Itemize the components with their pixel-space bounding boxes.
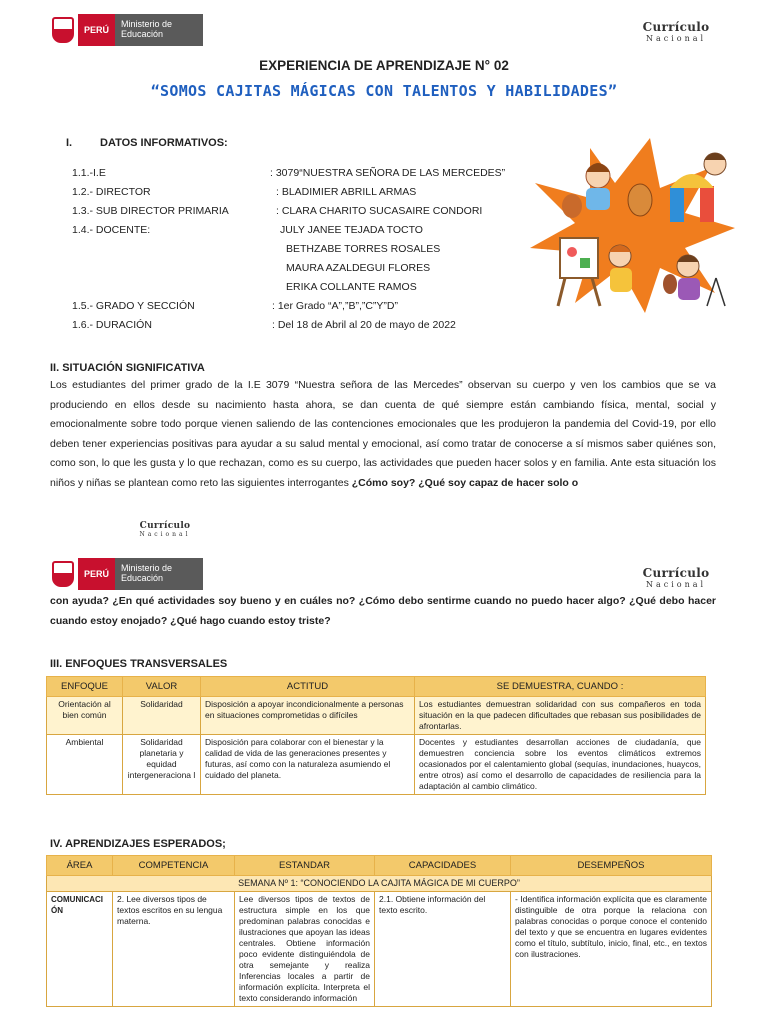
info-row [72, 296, 542, 315]
page-subtitle: “SOMOS CAJITAS MÁGICAS CON TALENTOS Y HABILIDADES” [150, 82, 618, 100]
peru-label: PERÚ [78, 14, 115, 46]
table-cell: Disposición a apoyar incondicionalmente a personas en situaciones comprometidas o difíciles [201, 697, 415, 735]
estandar-cell: Lee diversos tipos de textos de estructura simple en los que predominan palabras conocidas e ilustraciones que apoyan las ideas centrales. Obtiene información poco evidente distinguiéndola de otra semejante y realiza Inferencias locales a partir de información explícita. Interpreta el texto considerando información [235, 892, 375, 1007]
table-cell: Solidaridad [123, 697, 201, 735]
info-row [72, 220, 542, 239]
curriculo-word: Currículo [642, 20, 710, 34]
page-title: EXPERIENCIA DE APRENDIZAJE N° 02 [259, 58, 509, 73]
minedu-logo [48, 14, 203, 46]
week-row [47, 876, 712, 892]
column-header: VALOR [123, 677, 201, 697]
info-row [72, 258, 542, 277]
column-header: SE DEMUESTRA, CUANDO : [415, 677, 706, 697]
info-label: 1.2.- DIRECTOR [72, 185, 151, 198]
table-row [47, 697, 706, 735]
nacional-word: Nacional [139, 531, 191, 538]
section4-title: IV. APRENDIZAJES ESPERADOS; [50, 838, 226, 850]
table-header-row [47, 856, 712, 876]
table-row [47, 735, 706, 795]
info-label: 1.3.- SUB DIRECTOR PRIMARIA [72, 204, 229, 217]
info-row [72, 277, 542, 296]
ministry-label: Ministerio de Educación [115, 558, 203, 590]
column-header: CAPACIDADES [375, 856, 511, 876]
section1-number: I. [66, 137, 73, 149]
section2-title: II. SITUACIÓN SIGNIFICATIVA [50, 362, 205, 374]
table-cell: Docentes y estudiantes desarrollan acciones de ciudadanía, que demuestren conciencia sobre los eventos climáticos extremos ocasionados por el calentamiento global (sequías, inundaciones, huaycos, entre otros) así como el desarrollo de capacidades de resiliencia para la adaptación al cambio climático. [415, 735, 706, 795]
curriculo-word: Currículo [139, 521, 191, 531]
info-label: 1.6.- DURACIÓN [72, 318, 152, 331]
info-row [72, 315, 542, 334]
info-list [72, 163, 542, 334]
peru-label: PERÚ [78, 558, 115, 590]
situation-paragraph [50, 376, 716, 493]
column-header: DESEMPEÑOS [511, 856, 712, 876]
info-label: 1.1.-I.E [72, 166, 106, 179]
nacional-word: Nacional [645, 34, 707, 43]
info-row [72, 201, 542, 220]
table-cell: Disposición para colaborar con el bienestar y la calidad de vida de las generaciones presentes y futuras, así como con la naturaleza asumiendo el cuidado del planeta. [201, 735, 415, 795]
info-label: 1.4.- DOCENTE: [72, 223, 151, 236]
info-label: 1.5.- GRADO Y SECCIÓN [72, 299, 195, 312]
situation-questions-2: con ayuda? ¿En qué actividades soy bueno y en cuáles no? ¿Cómo debo sentirme cuando no puedo hacer algo? ¿Qué debo hacer cuando estoy enojado? ¿Qué hago cuando estoy triste? [50, 595, 716, 627]
column-header: ÁREA [47, 856, 113, 876]
info-value: BETHZABE TORRES ROSALES [286, 242, 441, 255]
minedu-logo [48, 558, 203, 590]
enfoques-table [46, 676, 706, 795]
situation-text: Los estudiantes del primer grado de la I.E 3079 “Nuestra señora de las Mercedes” observan su cuerpo y ven los cambios que se va produciendo en ellos desde su nacimiento hasta ahora, se dan cuenta de qué siempre están cambiando física, mental, social y emocionalmente sobre todo porque vienen saliendo de las contenciones emocionales que les produjeron la pandemia del Covid-19, por ello deben tener experiencias positivas para ayudar a su salud mental y emocional, así como tratar de conocerse a sí mismos saber quiénes son, como son, lo que les gusta y lo que rechazan, como es su cuerpo, las actividades que pueden hacer solos y en familia. Ante esta situación los niños y niñas se plantean como reto las siguientes interrogantes [50, 379, 716, 489]
column-header: ENFOQUE [47, 677, 123, 697]
curriculo-word: Currículo [642, 566, 710, 580]
section3-title: III. ENFOQUES TRANSVERSALES [50, 658, 228, 670]
info-value: : 3079“NUESTRA SEÑORA DE LAS MERCEDES” [270, 166, 506, 179]
desempenos-cell: - Identifica información explícita que es claramente distinguible de otra porque la relaciona con palabras conocidas o porque conoce el contenido del texto y que se encuentra en lugares evidentes como el título, subtítulo, inicio, final, etc., en textos con ilustraciones. [511, 892, 712, 1007]
curriculo-logo [636, 566, 716, 589]
children-activities-illustration [520, 128, 740, 318]
nacional-word: Nacional [645, 580, 707, 589]
info-value: ERIKA COLLANTE RAMOS [286, 280, 417, 293]
column-header: ESTANDAR [235, 856, 375, 876]
info-value: MAURA AZALDEGUI FLORES [286, 261, 431, 274]
table-cell: Ambiental [47, 735, 123, 795]
info-value: : Del 18 de Abril al 20 de mayo de 2022 [272, 318, 456, 331]
info-value: : 1er Grado “A”,”B”,”C”Y”D” [272, 299, 399, 312]
footer-curriculo-logo [130, 521, 200, 538]
peru-shield-icon [48, 14, 78, 46]
table-cell: Los estudiantes demuestran solidaridad con sus compañeros en toda situación en la que padecen dificultades que rebasan sus posibilidades de afrontarlas. [415, 697, 706, 735]
info-row [72, 182, 542, 201]
aprendizajes-table [46, 855, 712, 1007]
info-row [72, 163, 542, 182]
table-cell: Solidaridad planetaria y equidad intergeneraciona l [123, 735, 201, 795]
week-title: SEMANA Nº 1: “CONOCIENDO LA CAJITA MÁGICA DE MI CUERPO” [47, 876, 712, 892]
info-value: : BLADIMIER ABRILL ARMAS [276, 185, 417, 198]
info-value: : CLARA CHARITO SUCASAIRE CONDORI [276, 204, 483, 217]
situation-questions-1: ¿Cómo soy? ¿Qué soy capaz de hacer solo o [351, 476, 579, 489]
curriculo-logo [636, 20, 716, 43]
section1-title: DATOS INFORMATIVOS: [100, 137, 228, 149]
competencia-cell: 2. Lee diversos tipos de textos escritos en su lengua materna. [113, 892, 235, 1007]
column-header: COMPETENCIA [113, 856, 235, 876]
table-header-row [47, 677, 706, 697]
table-cell: Orientación al bien común [47, 697, 123, 735]
ministry-label: Ministerio de Educación [115, 14, 203, 46]
peru-shield-icon [48, 558, 78, 590]
info-row [72, 239, 542, 258]
table-row [47, 892, 712, 1007]
area-cell: COMUNICACIÓN [47, 892, 113, 1007]
column-header: ACTITUD [201, 677, 415, 697]
capacidades-cell: 2.1. Obtiene información del texto escrito. [375, 892, 511, 1007]
info-value: JULY JANEE TEJADA TOCTO [280, 223, 423, 236]
